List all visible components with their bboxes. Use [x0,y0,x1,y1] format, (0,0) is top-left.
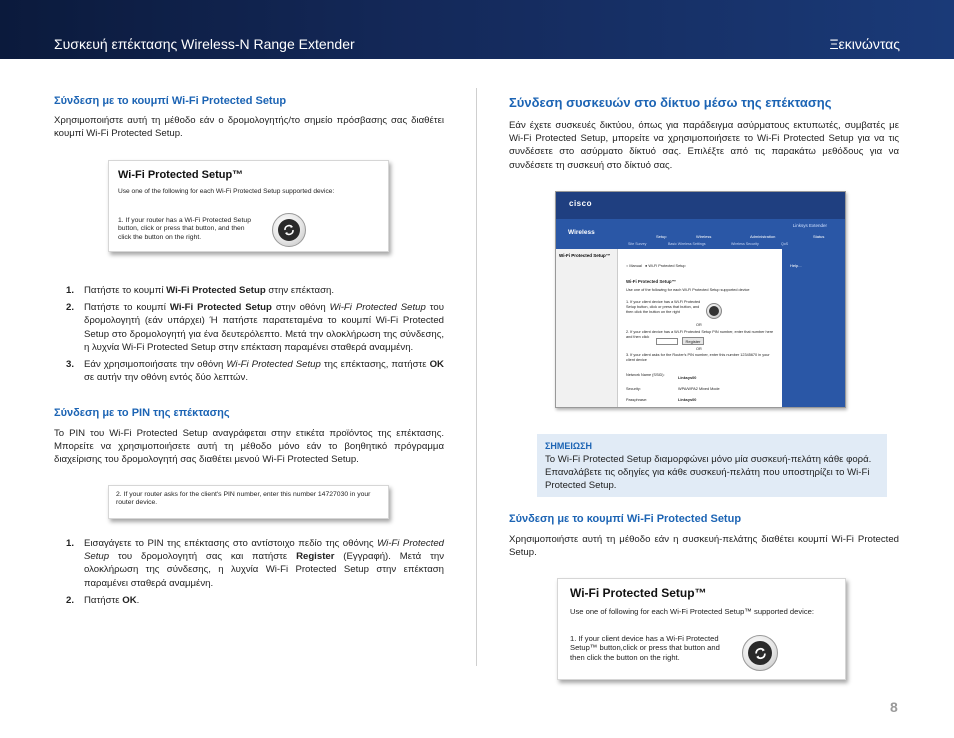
router-section: Wireless [568,229,595,236]
note-text: Το Wi-Fi Protected Setup διαμορφώνει μόνο μία συσκευή-πελάτη κάθε φορά. Επαναλάβετε τις οδηγίες για κάθε συσκευή-πελάτη που υποστηρίζει το Wi-Fi Protected Setup. [545,454,872,492]
wps-button-steps [54,284,444,388]
router-ssid-value: Linksys00 [678,376,697,380]
list-item: 1. Πατήστε το κουμπί Wi-Fi Protected Setup στην επέκταση. [66,285,334,296]
router-pin-input[interactable] [656,338,678,345]
client-wps-title: Wi-Fi Protected Setup™ [570,586,707,600]
router-wps-item3: 3. If your client asks for the Router's PIN number, enter this number 12345670 in your client device [626,353,770,362]
list-item: 2. Πατήστε OK. [66,594,140,606]
wps-dialog-item: 1. If your router has a Wi-Fi Protected Setup button, click or press that button, and then click the button on the right. [118,217,251,241]
router-ssid-label: Network Name (SSID): [626,373,665,377]
router-wps-subtitle: Use one of the following for each Wi-Fi Protected Setup supported device [626,288,750,292]
router-passphrase-value: Linksys00 [678,398,697,402]
pin-heading: Σύνδεση με το PIN της επέκτασης [54,407,230,419]
list-item: 1. Εισαγάγετε το PIN της επέκτασης στο αντίστοιχο πεδίο της οθόνης Wi-Fi Protected Setup του δρομολογητή σας και πατήστε Register (Εγγραφή). Μετά την ολοκλήρωση της σύνδεσης, η λυχνία Wi-Fi Protected Setup στην επέκταση παραμένει σταθερά αναμμένη. [66,538,444,589]
wps-dialog-title: Wi-Fi Protected Setup™ [118,169,244,181]
router-wps-item2: 2. If your client device has a Wi-Fi Protected Setup PIN number, enter that number here and then click [626,330,774,339]
router-tab: Administration [750,234,776,239]
header-title: Συσκευή επέκτασης Wireless-N Range Extender [54,36,355,52]
list-item: 3. Εάν χρησιμοποιήσατε την οθόνη Wi-Fi Protected Setup της επέκτασης, πατήστε OK σε αυτήν την οθόνη εντός δύο λεπτών. [66,359,444,384]
router-wps-title: Wi-Fi Protected Setup™ [626,279,676,284]
client-wps-heading: Σύνδεση με το κουμπί Wi-Fi Protected Setup [509,513,742,525]
wps-dialog-subtitle: Use one of the following for each Wi-Fi Protected Setup supported device: [118,188,335,195]
wps-icon[interactable] [706,303,722,319]
router-subtab: Basic Wireless Settings [668,242,706,246]
router-passphrase-label: Passphrase: [626,398,648,402]
router-help-strip: Help... [782,249,846,408]
router-ui-screenshot [555,191,846,408]
router-radio-row: ○ Manual ● Wi-Fi Protected Setup [626,264,686,268]
wps-button-heading: Σύνδεση με το κουμπί Wi-Fi Protected Setup [54,95,287,107]
router-sidebar-label: Wi-Fi Protected Setup™ [559,253,611,258]
router-tab: Wireless [696,234,712,239]
router-top-label: Linksys Extender [792,223,827,228]
router-or: OR [696,347,702,351]
note-box [537,434,887,497]
note-label: ΣΗΜΕΙΩΣΗ [545,441,593,451]
router-wps-item1: 1. If your client device has a Wi-Fi Protected Setup button, click or press that button, and then click the button on the right [626,300,701,314]
client-wps-intro: Χρησιμοποιήστε αυτή τη μέθοδο εάν η συσκευή-πελάτης διαθέτει κουμπί Wi-Fi Protected Setup. [509,534,899,559]
register-button[interactable]: Register [682,337,704,345]
wps-button-intro: Χρησιμοποιήστε αυτή τη μέθοδο εάν ο δρομολογητής/το σημείο πρόσβασης σας διαθέτει κουμπί Wi-Fi Protected Setup. [54,115,444,140]
client-wps-item: 1. If your client device has a Wi-Fi Protected Setup™ button,click or press that button and then click the button on the right. [570,634,720,662]
pin-steps [54,537,444,611]
router-or: OR [696,323,702,327]
wps-icon [742,635,778,671]
pin-dialog-text: 2. If your router asks for the client's PIN number, enter this number 14727030 in your router device. [116,491,371,507]
router-subtab: Site Survey [628,242,647,246]
router-security-label: Security: [626,387,641,391]
pin-intro: Το PIN του Wi-Fi Protected Setup αναγράφεται στην ετικέτα προϊόντος της επέκτασης. Μπορείτε να χρησιμοποιήσετε αυτή τη μέθοδο μόνο εάν το βοηθητικό πρόγραμμα διαχείρισης του δρομολογητή σας διαθέτει μενού Wi-Fi Protected Setup. [54,428,444,466]
cisco-logo: cisco [569,199,592,208]
router-subtab: QoS [781,242,789,246]
router-tab: Status [813,234,825,239]
connect-devices-intro: Εάν έχετε συσκευές δικτύου, όπως για παράδειγμα ασύρματους εκτυπωτές, συμβατές με Wi-Fi Protected Setup, μπορείτε να χρησιμοποιήσετε το Wi-Fi Protected Setup για να τις συνδέσετε στο ασύρματο δίκτυό σας. Επιλέξτε από τις παρακάτω μεθόδους για να συνδέσετε τη συσκευή στο δίκτυό σας. [509,120,899,171]
client-wps-subtitle: Use one of following for each Wi-Fi Protected Setup™ supported device: [570,607,814,616]
list-item: 2. Πατήστε το κουμπί Wi-Fi Protected Setup στην οθόνη Wi-Fi Protected Setup του δρομολογητή (εάν υπάρχει) Ή πατήστε παρατεταμένα το κουμπί Wi-Fi Protected Setup στο δρομολογητή για ένα δευτερόλεπτο. Μετά την ολοκλήρωση της σύνδεσης, η λυχνία Wi-Fi Protected Setup στην επέκταση παραμένει σταθερά αναμμένη. [66,302,444,353]
router-topbar [556,192,846,219]
page-number: 8 [890,699,898,715]
header-section: Ξεκινώντας [829,36,900,52]
connect-devices-heading: Σύνδεση συσκευών στο δίκτυο μέσω της επέκτασης [509,95,832,110]
wps-icon [272,213,306,247]
column-divider [476,88,477,666]
router-subtab: Wireless Security [731,242,759,246]
router-security-value: WPA/WPA2 Mixed Mode [678,387,720,391]
wps-dialog-screenshot [108,160,389,252]
router-tab: Setup [656,234,667,239]
router-sidebar [556,249,618,408]
page-header [0,0,954,59]
pin-dialog-screenshot [108,485,389,519]
client-wps-dialog-screenshot [557,578,846,680]
